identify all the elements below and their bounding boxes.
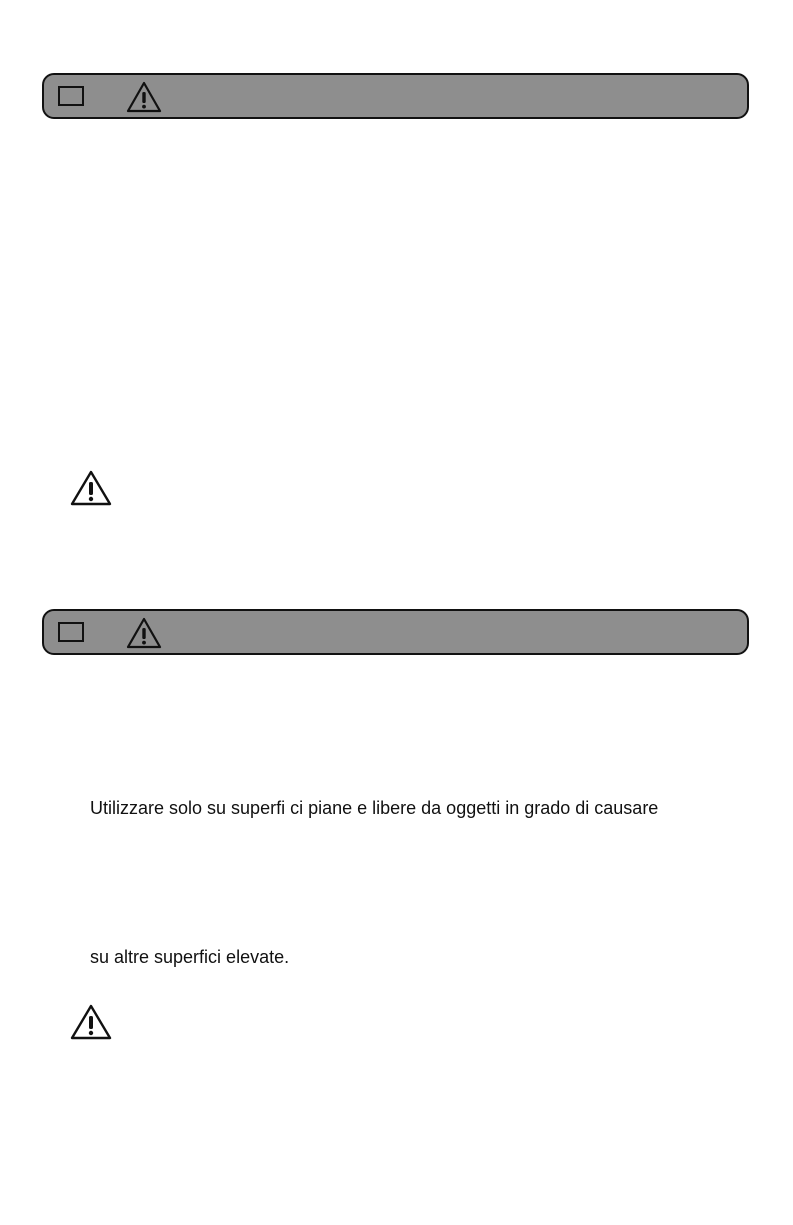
warning-triangle-icon: [126, 617, 162, 649]
section-header-1: [42, 73, 749, 119]
body-text-line-1: Utilizzare solo su superfi ci piane e libere da oggetti in grado di causare: [90, 798, 659, 818]
checkbox-icon: [58, 622, 84, 642]
warning-triangle-icon: [70, 470, 112, 506]
body-text-line-2: su altre superfici elevate.: [90, 947, 290, 967]
warning-triangle-icon: [126, 81, 162, 113]
checkbox-icon: [58, 86, 84, 106]
warning-triangle-icon: [70, 1004, 112, 1040]
section-header-2: [42, 609, 749, 655]
